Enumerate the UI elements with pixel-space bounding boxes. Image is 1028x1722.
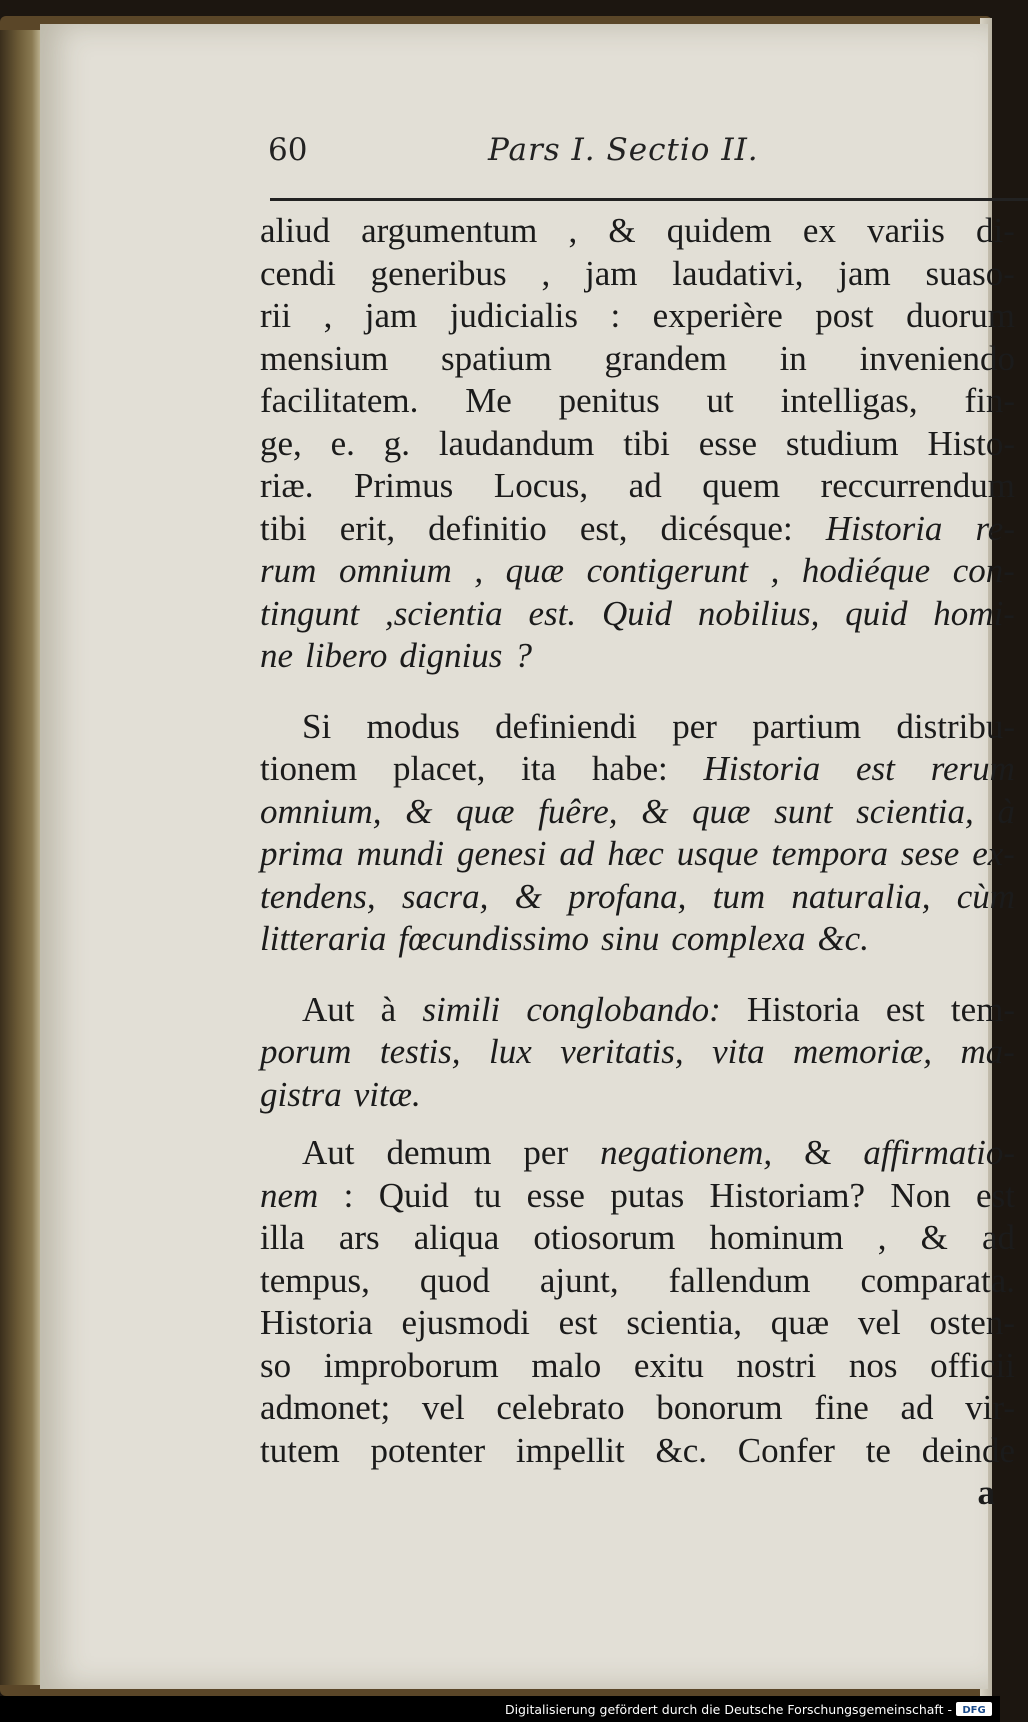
word: Aut: [302, 989, 355, 1029]
word: ita: [521, 749, 557, 788]
word: con-: [952, 551, 1015, 590]
word: tem-: [950, 989, 1015, 1029]
word: est,: [579, 508, 628, 548]
word: suaso-: [925, 253, 1015, 293]
word: Historia: [825, 508, 943, 548]
word: negationem,: [600, 1133, 773, 1172]
word: testis,: [379, 1032, 461, 1071]
word: est: [558, 1303, 598, 1342]
word: studium: [785, 423, 899, 463]
word: sunt: [774, 791, 833, 831]
running-title: Pars I. Sectio II.: [488, 132, 759, 168]
word: affirmatio-: [863, 1133, 1015, 1172]
word: tendens,: [260, 876, 376, 916]
word: lux: [488, 1032, 532, 1071]
word: modus: [366, 706, 460, 746]
word: tutem: [260, 1430, 340, 1470]
word: esse: [526, 1175, 585, 1215]
word: tu: [474, 1175, 502, 1215]
word: gistra: [260, 1074, 342, 1114]
word: jam: [364, 296, 418, 335]
footer-credit: Digitalisierung gefördert durch die Deutsche Forschungsgemeinschaft -: [504, 1702, 952, 1717]
word: porum: [260, 1032, 352, 1071]
text-line: [260, 465, 1015, 508]
word: inveniendo: [859, 338, 1015, 378]
word: ,: [541, 253, 551, 293]
word: ,: [770, 551, 780, 590]
text-line: [260, 918, 1015, 961]
word: bonorum: [656, 1388, 783, 1427]
word: malo: [531, 1345, 602, 1385]
word: quid: [845, 593, 908, 633]
page-number: 60: [268, 132, 308, 168]
word: contigerunt: [586, 551, 748, 590]
text-line: [260, 210, 1015, 253]
word: erit,: [339, 508, 396, 548]
word: fuêre,: [538, 791, 618, 831]
word: &: [641, 791, 669, 831]
header-rule: [270, 198, 1028, 201]
text-line: [260, 380, 1015, 423]
word: argumentum: [361, 211, 538, 250]
text-line: [260, 1074, 1015, 1117]
word: quæ: [692, 791, 751, 831]
word: libero: [305, 636, 388, 675]
word: est.: [528, 593, 577, 633]
word: &: [514, 876, 542, 916]
word: judicialis: [449, 296, 579, 335]
word: à: [997, 791, 1015, 831]
word: ne: [260, 636, 294, 675]
text-line: [260, 1260, 1015, 1303]
word: scientia,: [856, 791, 974, 831]
word: aliud: [260, 211, 330, 250]
text-line: [260, 989, 1015, 1032]
word: omnium,: [260, 791, 382, 831]
word: quidem: [666, 211, 772, 250]
word: vitæ.: [353, 1074, 421, 1114]
word: vir-: [965, 1388, 1015, 1427]
word: est: [976, 1175, 1015, 1215]
word: ejusmodi: [401, 1303, 530, 1342]
word: officii: [930, 1345, 1015, 1385]
word: cendi: [260, 253, 336, 293]
text-line: [260, 295, 1015, 338]
word: ge,: [260, 423, 302, 463]
text-line: [260, 833, 1015, 876]
word: ex: [802, 211, 836, 250]
word: scientia,: [626, 1303, 742, 1342]
word: tingunt: [260, 593, 360, 633]
word: Historia: [703, 749, 821, 788]
word: rii: [260, 296, 292, 335]
word: post: [815, 296, 874, 335]
word: vel: [857, 1303, 901, 1342]
text-line: [260, 1132, 1015, 1175]
word: comparata.: [860, 1260, 1015, 1300]
text-line: [260, 635, 1015, 678]
word: dignius: [399, 636, 503, 675]
running-header: [40, 132, 988, 172]
text-line: [260, 1430, 1015, 1473]
word: osten-: [929, 1303, 1015, 1342]
word: Histo-: [927, 423, 1015, 463]
word: penitus: [558, 381, 660, 420]
word: à: [380, 989, 397, 1029]
word: genesi: [457, 834, 547, 873]
word: Locus,: [493, 466, 589, 505]
word: ,: [323, 296, 333, 335]
word: omnium: [338, 551, 452, 590]
word: aliqua: [413, 1218, 500, 1257]
word: Historia: [260, 1303, 373, 1342]
word: exitu: [633, 1345, 704, 1385]
word: experière: [652, 296, 783, 335]
book-page: [40, 24, 1015, 1689]
word: est: [856, 749, 895, 788]
word: simili: [422, 989, 501, 1029]
word: di-: [976, 211, 1015, 250]
word: profana,: [568, 876, 687, 916]
word: improborum: [323, 1345, 499, 1385]
word: :: [610, 296, 621, 335]
word: in: [779, 338, 807, 378]
word: tionem: [260, 749, 358, 788]
text-line: [260, 876, 1015, 919]
word: impellit: [515, 1430, 625, 1470]
word: quæ: [770, 1303, 830, 1342]
word: tempus,: [260, 1260, 370, 1300]
word: jam: [838, 253, 891, 293]
word: intelligas,: [780, 381, 918, 420]
word: fœcundissimo: [398, 919, 589, 958]
word: &: [920, 1218, 948, 1257]
word: &c.: [655, 1430, 708, 1470]
word: sinu: [600, 919, 660, 958]
word: duorum: [906, 296, 1015, 335]
word: illa: [260, 1218, 305, 1257]
word: quem: [702, 466, 781, 505]
text-line: [260, 253, 1015, 296]
word: te: [865, 1430, 891, 1470]
word: demum: [386, 1133, 492, 1172]
word: vel: [421, 1388, 465, 1427]
word: complexa: [671, 919, 806, 958]
word: tum: [712, 876, 766, 916]
word: memoriæ,: [793, 1032, 933, 1071]
book-spine: [0, 30, 40, 1685]
word: ,: [877, 1218, 887, 1257]
text-line: [260, 748, 1015, 791]
word: hæc: [607, 834, 664, 873]
word: distribu-: [896, 706, 1015, 746]
word: quæ: [456, 791, 515, 831]
word: celebrato: [496, 1388, 625, 1427]
word: est: [885, 989, 925, 1029]
word: conglobando:: [526, 989, 721, 1029]
word: so: [260, 1345, 292, 1385]
word: tempora: [771, 834, 888, 873]
word: deinde: [921, 1430, 1015, 1470]
word: variis: [867, 211, 945, 250]
word: ad: [628, 466, 662, 505]
word: &: [608, 211, 636, 250]
word: cùm: [956, 876, 1015, 916]
word: admonet;: [260, 1388, 391, 1427]
word: definitio: [428, 508, 547, 548]
word: Si: [302, 706, 332, 746]
word: riæ.: [260, 466, 314, 505]
word: putas: [610, 1175, 685, 1215]
word: tibi: [623, 423, 670, 463]
word: homi-: [933, 593, 1015, 633]
word: ad: [900, 1388, 934, 1427]
word: vita: [712, 1032, 765, 1071]
text-line: [260, 1345, 1015, 1388]
word: nobilius,: [697, 593, 820, 633]
word: Primus: [354, 466, 454, 505]
word: fallendum: [668, 1260, 811, 1300]
word: ut: [706, 381, 734, 420]
text-line: [260, 1302, 1015, 1345]
catchword: a: [977, 1473, 995, 1512]
word: Non: [890, 1175, 951, 1215]
word: nos: [848, 1345, 898, 1385]
word: &: [405, 791, 433, 831]
word: usque: [676, 834, 759, 873]
word: Historia: [746, 989, 860, 1029]
text-line: [260, 550, 1015, 593]
dfg-logo: [956, 1702, 992, 1716]
word: hominum: [709, 1218, 844, 1257]
word: &c.: [817, 919, 869, 958]
word: Confer: [737, 1430, 835, 1470]
word: ,scientia: [385, 593, 503, 633]
word: per: [523, 1133, 569, 1172]
text-line: [260, 593, 1015, 636]
text-line: [260, 1217, 1015, 1260]
word: &: [804, 1133, 832, 1172]
text-line: [260, 706, 1015, 749]
word: ma-: [960, 1032, 1015, 1071]
word: fine: [814, 1388, 869, 1427]
word: Quid: [601, 593, 672, 633]
text-line: [260, 508, 1015, 551]
word: re-: [975, 508, 1015, 548]
word: laudativi,: [672, 253, 804, 293]
word: ex-: [972, 834, 1015, 873]
word: nostri: [736, 1345, 817, 1385]
text-line: [260, 423, 1015, 466]
word: quæ: [505, 551, 565, 590]
word: Quid: [378, 1175, 449, 1215]
word: per: [672, 706, 717, 746]
word: esse: [698, 423, 758, 463]
word: veritatis,: [560, 1032, 684, 1071]
word: Aut: [302, 1133, 355, 1172]
word: fin-: [964, 381, 1015, 420]
word: definiendi: [495, 706, 637, 746]
word: ,: [568, 211, 578, 250]
word: mundi: [356, 834, 445, 873]
word: laudandum: [438, 423, 595, 463]
word: sacra,: [401, 876, 489, 916]
text-line: [260, 338, 1015, 381]
word: spatium: [440, 338, 552, 378]
word: facilitatem.: [260, 381, 419, 420]
word: sese: [900, 834, 960, 873]
word: ad: [981, 1218, 1015, 1257]
text-line: [260, 791, 1015, 834]
word: e.: [330, 423, 355, 463]
word: grandem: [604, 338, 727, 378]
word: Me: [465, 381, 512, 420]
word: hodiéque: [801, 551, 931, 590]
page-text: [260, 210, 1015, 1515]
word: g.: [383, 423, 410, 463]
word: quod: [419, 1260, 490, 1300]
word: potenter: [370, 1430, 486, 1470]
word: jam: [584, 253, 638, 293]
text-line: [260, 1031, 1015, 1074]
word: ars: [338, 1218, 380, 1257]
word: ,: [474, 551, 484, 590]
word: ad: [559, 834, 595, 873]
word: ajunt,: [539, 1260, 619, 1300]
digitization-footer: [0, 1696, 1000, 1722]
word: mensium: [260, 338, 389, 378]
word: :: [343, 1175, 354, 1215]
dfg-logo-text: DFG: [962, 1705, 986, 1716]
word: generibus: [370, 253, 507, 293]
word: rum: [260, 551, 317, 590]
word: rerum: [930, 749, 1015, 788]
word: Historiam?: [709, 1175, 866, 1215]
word: placet,: [393, 749, 486, 788]
word: nem: [260, 1175, 319, 1215]
word: otiosorum: [533, 1218, 676, 1257]
word: habe:: [591, 749, 668, 788]
word: partium: [752, 706, 862, 746]
word: dicésque:: [660, 508, 793, 548]
word: reccurrendum: [820, 466, 1015, 505]
text-line: [260, 1175, 1015, 1218]
word: prima: [260, 834, 344, 873]
word: litteraria: [260, 919, 387, 958]
word: ?: [514, 636, 532, 675]
word: tibi: [260, 508, 307, 548]
word: naturalia,: [791, 876, 931, 916]
text-line: [260, 1387, 1015, 1430]
